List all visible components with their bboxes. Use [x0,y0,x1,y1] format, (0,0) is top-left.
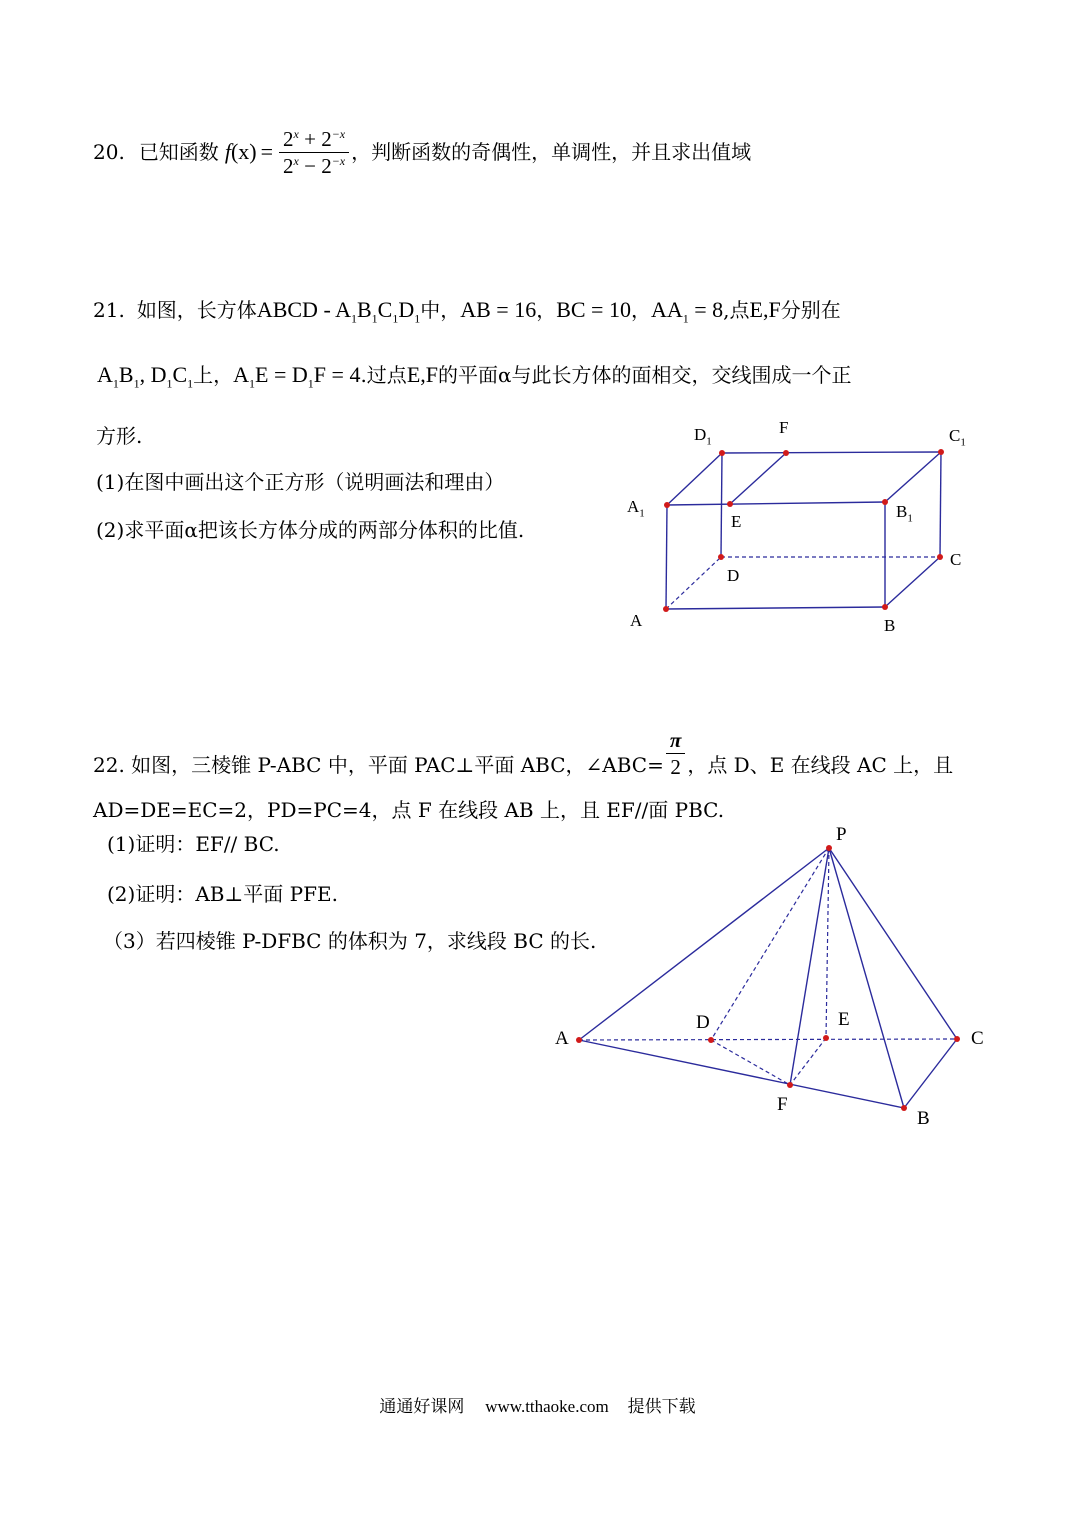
label-a: A [555,1028,569,1049]
edge-a-b [666,607,885,609]
point-a [663,606,669,612]
point-c1 [938,449,944,455]
q22-part-2: (2)证明：AB⊥平面 PFE. [107,882,338,906]
q22-part-1: (1)证明：EF// BC. [107,832,280,856]
hidden-edge-a-c [579,1039,957,1040]
label-d: D [727,566,740,585]
q21-text: ， [536,298,557,322]
edge-b1-c1 [885,452,941,502]
point-a [576,1037,582,1043]
q21-text: 分别在 [780,298,841,322]
point-d [718,554,724,560]
q22-angle-fraction [666,727,685,780]
edge-b-c [885,557,940,607]
q21-text: 如图，长方体 [136,298,257,322]
point-c [954,1036,960,1042]
q21-text: 中， [420,298,461,322]
label-c: C [950,550,962,569]
hidden-edge-d-f [711,1040,790,1085]
edge-b-c-pyramid [904,1039,957,1108]
point-b [882,604,888,610]
point-c [937,554,943,560]
q21-text: ,点 [723,298,750,322]
edge-e-f [730,453,786,504]
point-d [708,1037,714,1043]
q22-pi: π [666,727,685,754]
edge-p-b [829,848,904,1108]
page-footer [0,1392,1075,1417]
point-f [783,450,789,456]
q21-text: .过点 [360,363,407,387]
edge-d-d1 [721,453,722,557]
q21-math-ef: E,F [406,362,438,387]
point-f [787,1082,793,1088]
q20-equals: = [260,139,274,164]
q21-text: 的平面α与此长方体的面相交，交线围成一个正 [438,363,852,387]
cuboid-edges [666,452,941,609]
edge-a-a1 [666,505,667,609]
edge-p-f [790,848,829,1085]
hidden-edge-p-d [711,848,829,1040]
label-a1: $A_1$ [627,497,645,520]
q22-line-1 [93,727,954,788]
q22-line-2: AD=DE=EC=2，PD=PC=4，点 F 在线段 AB 上，且 EF//面 PBC. [93,798,725,822]
q20-suffix: ，判断函数的奇偶性，单调性，并且求出值域 [351,140,752,164]
footer-site: 通通好课网 [379,1397,465,1417]
hidden-edge-e-f [790,1038,826,1085]
q20-number: 20. [93,140,125,164]
label-p: P [836,824,847,845]
point-d1 [719,450,725,456]
point-p [826,845,832,851]
point-e [823,1035,829,1041]
q21-math-bc: BC = 10 [556,297,631,322]
label-d: D [696,1012,710,1033]
pyramid-hidden-edges [579,848,957,1085]
point-a1 [664,502,670,508]
edge-c-c1 [940,452,941,557]
label-c: C [971,1028,984,1049]
label-f: F [777,1094,788,1115]
q21-part-2: (2)求平面α把该长方体分成的两部分体积的比值. [96,518,525,542]
q21-math-segments: $A_1B_1$, $D_1C_1$ [97,362,194,391]
hidden-edge-a-d [666,557,721,609]
pyramid-edges [579,848,957,1108]
point-e [727,501,733,507]
edge-a-b-pyramid [579,1040,904,1108]
label-b1: $B_1$ [896,502,913,525]
label-e: E [838,1009,850,1030]
label-c1: $C_1$ [949,426,966,449]
q22-text-b: ，点 D、E 在线段 AC 上，且 [687,753,954,777]
edge-a1-d1 [667,453,722,505]
cuboid-points [663,449,944,612]
footer-tail: 提供下载 [627,1397,696,1417]
q20-denominator: $2^x - 2^{-x}$ [283,153,346,178]
q21-part-1: (1)在图中画出这个正方形（说明画法和理由） [96,470,505,494]
q21-math-abcd: ABCD - $A_1B_1C_1D_1$ [256,297,421,326]
footer-url[interactable]: www.tthaoke.com [485,1397,609,1416]
hidden-edge-p-e [826,848,829,1038]
pyramid-points [576,845,960,1111]
edge-a1-b1 [667,502,885,505]
label-e: E [731,512,742,531]
q21-text: ， [630,298,651,322]
q21-number: 21. [93,298,125,322]
q22-text-a: 22. 如图，三棱锥 P-ABC 中，平面 PAC⊥平面 ABC，∠ABC= [93,753,664,777]
label-d1: $D_1$ [694,425,712,448]
label-b: B [917,1108,930,1129]
label-b: B [884,616,896,635]
q20-function-name: f(x) [224,139,257,164]
q20-prefix: 已知函数 [138,140,219,164]
q21-line-3: 方形. [96,424,143,448]
point-b [901,1105,907,1111]
cuboid-hidden-edges [666,557,940,609]
edge-d1-c1 [722,452,941,453]
q21-text: 上， [193,363,234,387]
q22-part-3: （3）若四棱锥 P-DFBC 的体积为 7，求线段 BC 的长. [103,929,597,953]
label-f: F [779,418,789,437]
q21-math-aa1: $AA_1 = 8$ [650,297,724,326]
point-b1 [882,499,888,505]
q21-math-ef: E,F [749,297,781,322]
q21-math-ab: AB = 16 [460,297,537,322]
q20-numerator: $2^x + 2^{-x}$ [279,126,349,153]
label-a: A [630,611,643,630]
q21-math-lengths: $A_1E = D_1F = 4$ [233,362,361,391]
q22-two: 2 [670,754,681,779]
